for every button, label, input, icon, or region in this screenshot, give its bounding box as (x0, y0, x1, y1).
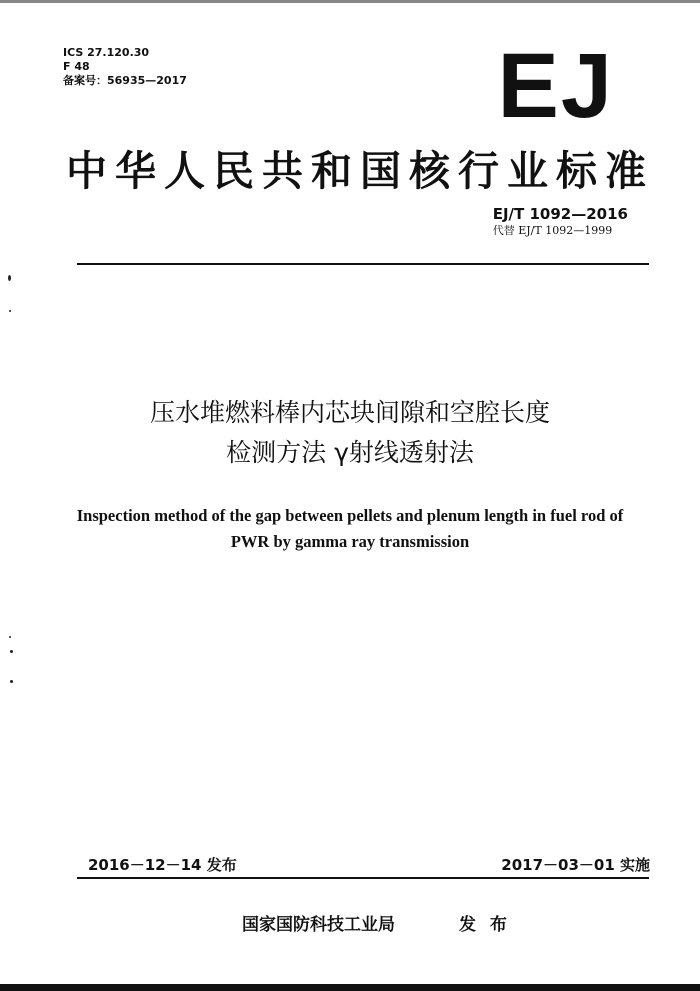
ics-code: ICS 27.120.30 (63, 46, 150, 59)
footer-divider (77, 877, 649, 879)
chinese-title-line-2: 检测方法 γ射线透射法 (226, 438, 474, 467)
ccs-code: F 48 (63, 60, 90, 73)
ej-logo: EJ (497, 35, 614, 137)
standard-code: EJ/T 1092—2016 (492, 205, 628, 223)
english-title (40, 503, 660, 555)
scan-speck (9, 636, 11, 638)
scan-speck (10, 650, 13, 653)
english-title-line-1: Inspection method of the gap between pellets and plenum length in fuel rod of (76, 506, 624, 525)
issuing-authority: 国家国防科技工业局 (242, 915, 395, 935)
filing-number: 备案号：56935—2017 (63, 74, 187, 87)
scan-speck (9, 310, 11, 312)
scan-speck (10, 680, 13, 683)
issue-label: 发 布 (459, 915, 511, 935)
scan-edge-top (0, 0, 700, 3)
standard-category-title: 中华人民共和国核行业标准 (66, 147, 654, 195)
scan-edge-bottom (0, 984, 700, 991)
chinese-title-line-1: 压水堆燃料棒内芯块间隙和空腔长度 (149, 398, 550, 427)
english-title-line-2: PWR by gamma ray transmission (230, 532, 470, 551)
chinese-title (0, 393, 700, 473)
scan-speck (8, 275, 11, 281)
implement-date: 2017－03－01 实施 (501, 856, 650, 874)
replaces-code: 代替 EJ/T 1092—1999 (492, 224, 613, 237)
publish-date: 2016－12－14 发布 (88, 856, 237, 874)
standard-code-block (493, 205, 628, 239)
header-divider (77, 263, 649, 265)
classification-block (63, 46, 187, 88)
